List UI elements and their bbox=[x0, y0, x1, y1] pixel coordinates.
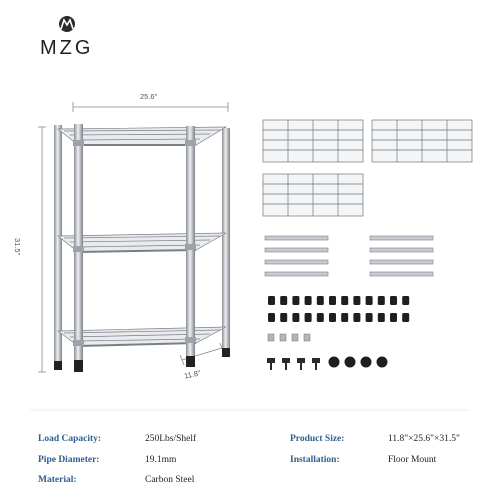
depth-label: 11.8" bbox=[183, 368, 202, 381]
shelf-clip bbox=[305, 296, 312, 305]
back-left-pole bbox=[54, 125, 62, 363]
shelf-clip bbox=[366, 296, 373, 305]
shelf-clip bbox=[305, 313, 312, 322]
small-bolts bbox=[268, 334, 310, 341]
shelf-clip bbox=[268, 296, 275, 305]
shelf-clip bbox=[378, 296, 385, 305]
sleeve bbox=[73, 140, 84, 146]
foot-front-left bbox=[74, 360, 83, 372]
shelf-clips bbox=[268, 296, 409, 322]
shelf-clip bbox=[341, 313, 348, 322]
sleeve bbox=[185, 140, 196, 146]
foot-back-left bbox=[54, 361, 62, 370]
shelf-clip bbox=[292, 313, 299, 322]
sleeve bbox=[185, 337, 196, 343]
shelf-clip bbox=[317, 296, 324, 305]
pole-parts-left bbox=[265, 236, 328, 276]
front-right-pole bbox=[186, 126, 195, 358]
leveling-feet bbox=[267, 357, 388, 371]
sleeve bbox=[73, 246, 84, 252]
shelf-clip bbox=[268, 313, 275, 322]
sleeve bbox=[73, 340, 84, 346]
spec-value-product-size: 11.8"×25.6"×31.5" bbox=[388, 434, 460, 444]
spec-value-installation: Floor Mount bbox=[388, 455, 437, 465]
shelf-unit bbox=[54, 124, 230, 372]
shelf-clip bbox=[329, 296, 336, 305]
spec-label-material: Material: bbox=[38, 475, 77, 485]
shelf-clip bbox=[390, 313, 397, 322]
height-dimension-line bbox=[38, 127, 46, 372]
spec-value-load-capacity: 250Lbs/Shelf bbox=[145, 434, 197, 444]
shelf-clip bbox=[280, 296, 287, 305]
front-left-pole bbox=[74, 124, 83, 362]
shelf-clip bbox=[292, 296, 299, 305]
shelf-clip bbox=[378, 313, 385, 322]
pole-parts-right bbox=[370, 236, 433, 276]
wire-shelf-panel-1 bbox=[263, 120, 363, 162]
shelf-clip bbox=[329, 313, 336, 322]
wire-shelf-panel-3 bbox=[263, 174, 363, 216]
spec-label-installation: Installation: bbox=[290, 455, 340, 465]
width-label: 25.6" bbox=[140, 92, 158, 101]
back-right-pole bbox=[222, 128, 230, 350]
foot-back-right bbox=[222, 348, 230, 357]
shelf-clip bbox=[402, 313, 409, 322]
shelf-clip bbox=[390, 296, 397, 305]
spec-label-product-size: Product Size: bbox=[290, 434, 345, 444]
spec-label-pipe-diameter: Pipe Diameter: bbox=[38, 455, 100, 465]
wire-shelf-panel-2 bbox=[372, 120, 472, 162]
sleeve bbox=[185, 244, 196, 250]
width-dimension-line bbox=[73, 102, 228, 112]
shelf-clip bbox=[353, 296, 360, 305]
shelf-clip bbox=[402, 296, 409, 305]
shelf-clip bbox=[353, 313, 360, 322]
logo-text: MZG bbox=[40, 37, 94, 59]
shelf-clip bbox=[341, 296, 348, 305]
foot-front-right bbox=[186, 356, 195, 367]
height-label: 31.5" bbox=[13, 238, 22, 256]
shelf-clip bbox=[317, 313, 324, 322]
spec-label-load-capacity: Load Capacity: bbox=[38, 434, 102, 444]
shelf-clip bbox=[280, 313, 287, 322]
shelf-clip bbox=[366, 313, 373, 322]
spec-value-pipe-diameter: 19.1mm bbox=[145, 455, 177, 465]
spec-value-material: Carbon Steel bbox=[145, 475, 195, 485]
